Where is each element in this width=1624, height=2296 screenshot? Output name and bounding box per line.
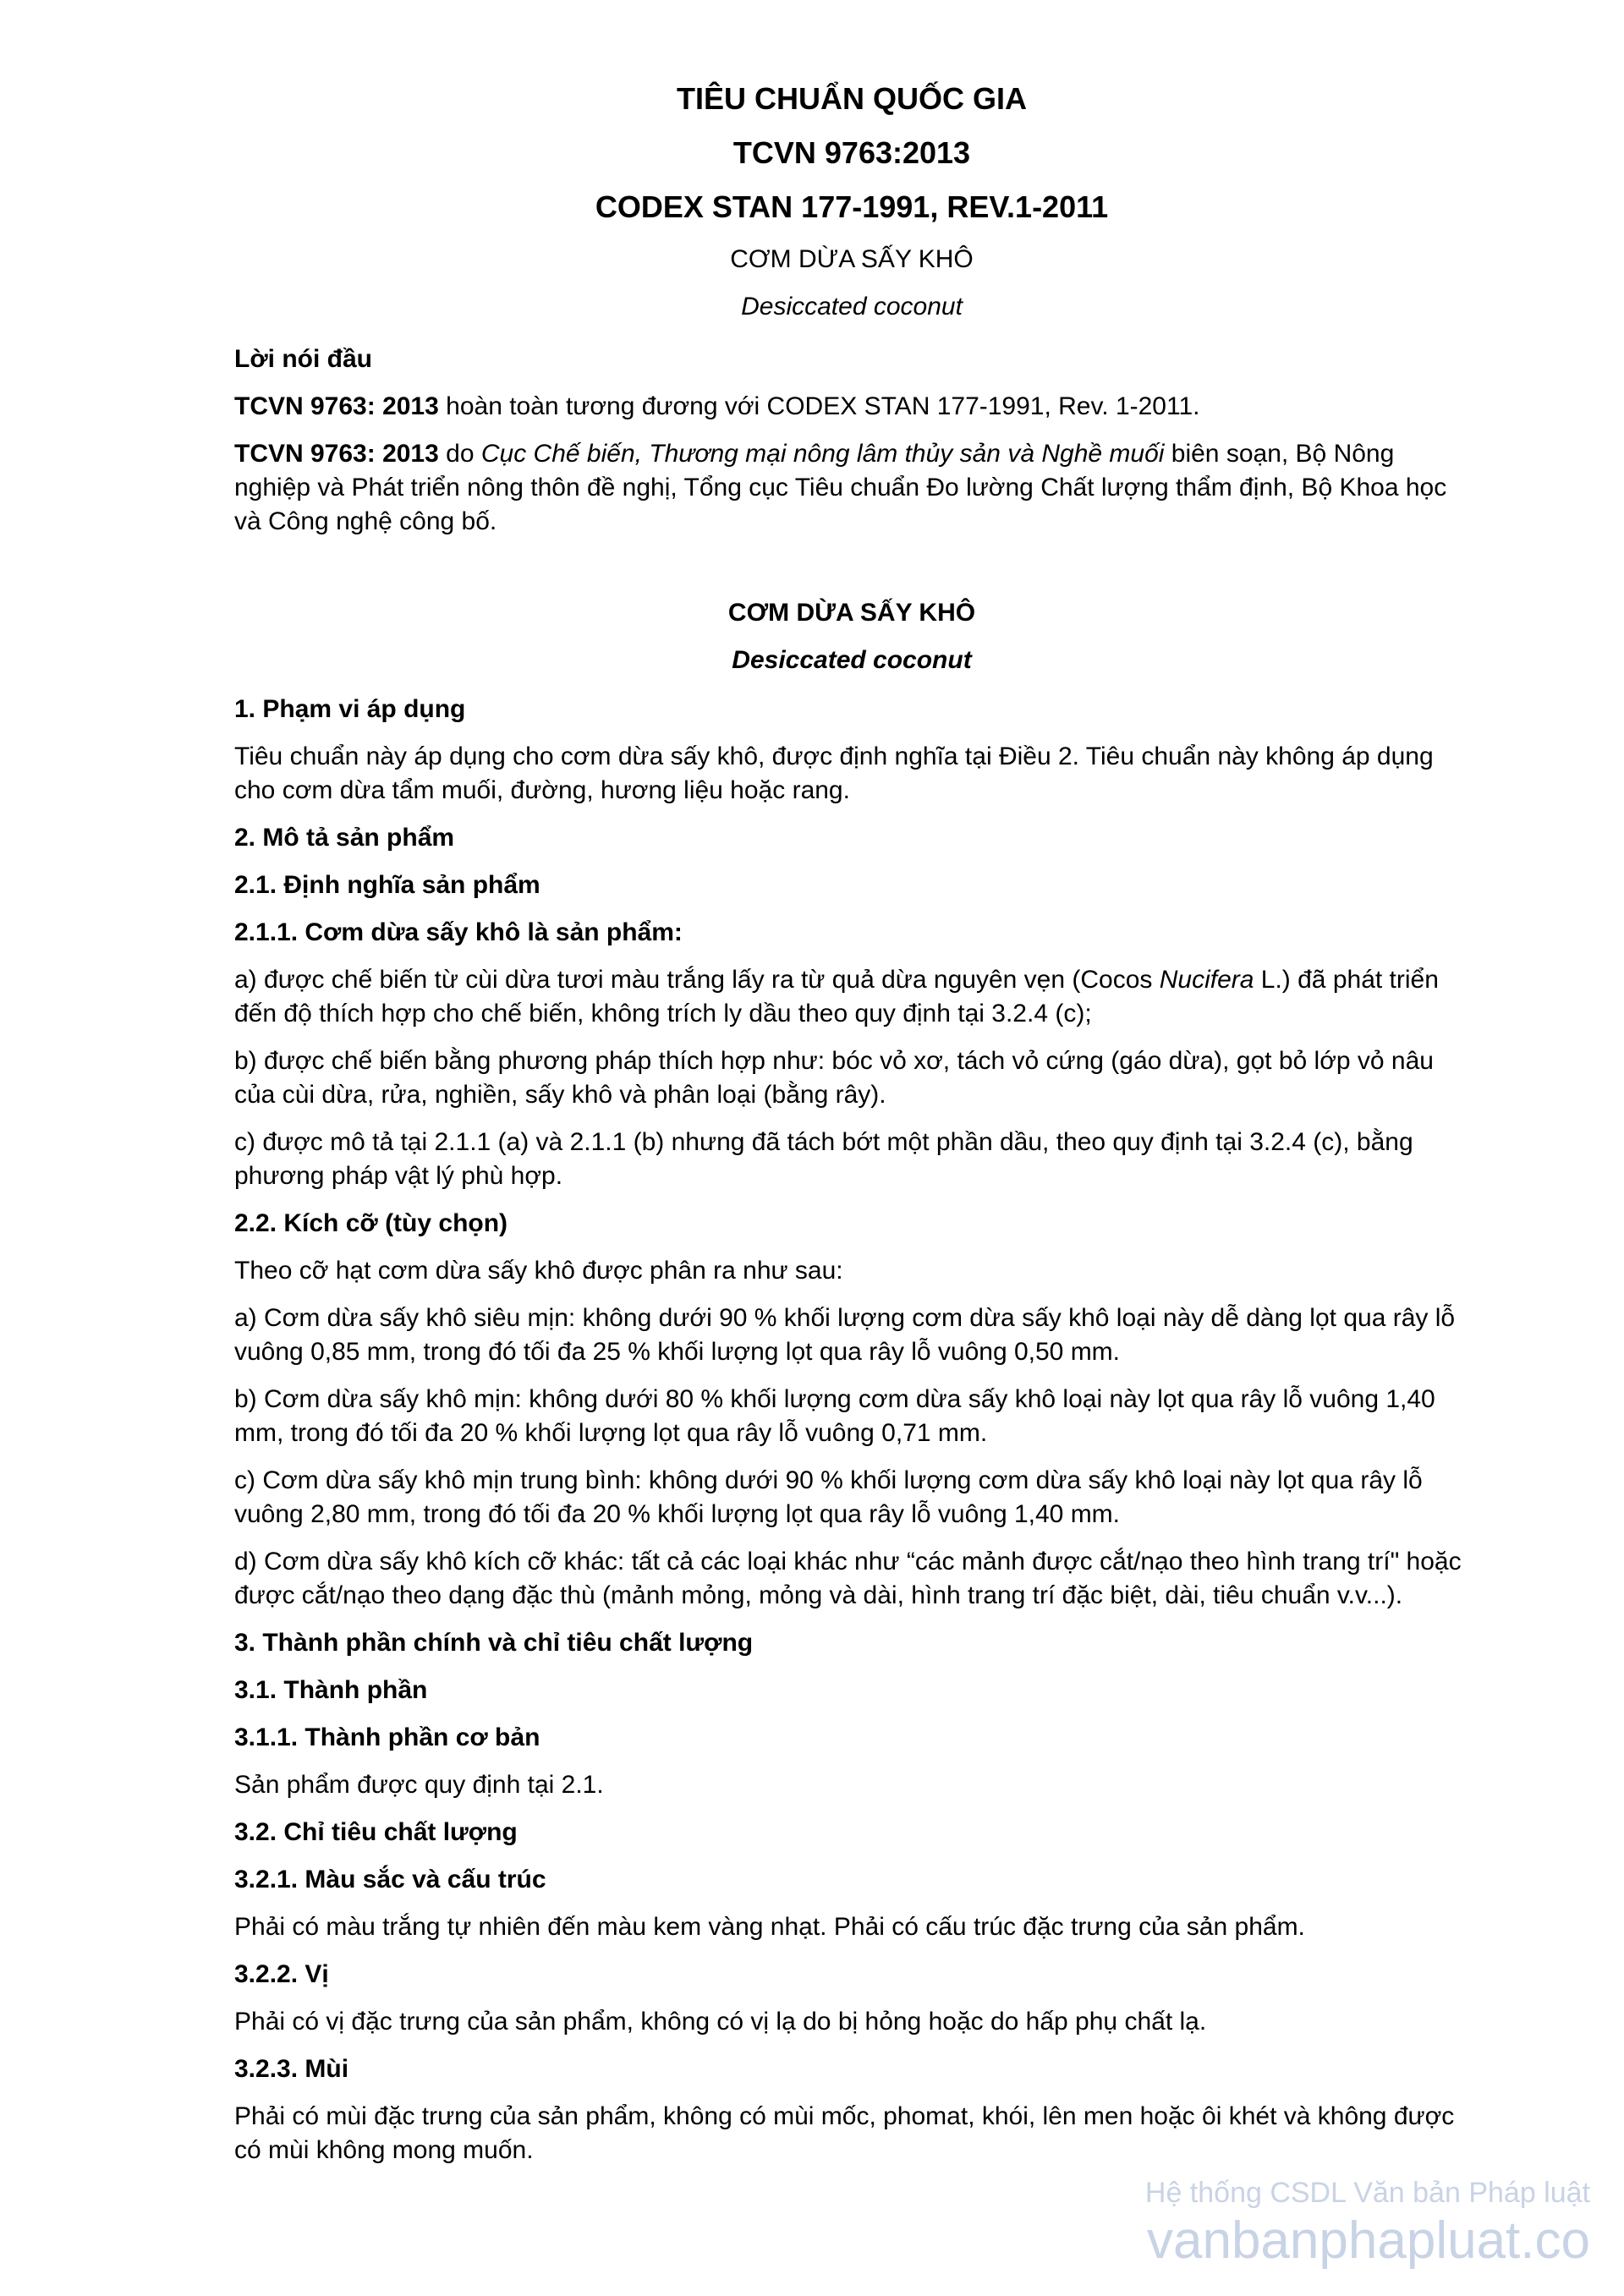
text-run: L.) đã phát triển đến độ thích hợp cho chế biến, không trích ly dầu theo quy định tại 3.2.4 (c); (234, 966, 1439, 1027)
paragraph-size-b: b) Cơm dừa sấy khô mịn: không dưới 80 % khối lượng cơm dừa sấy khô loại này lọt qua rây lỗ vuông 1,40 mm, trong đó tối đa 20 % khối lượng lọt qua rây lỗ vuông 0,71 mm. (234, 1385, 1435, 1447)
foreword-paragraph-2 (234, 437, 1469, 539)
heading-quality-criteria: 3.2. Chỉ tiêu chất lượng (234, 1818, 518, 1846)
foreword-heading: Lời nói đầu (234, 345, 372, 373)
standard-code: TCVN 9763: 2013 (234, 392, 439, 420)
foreword-text: do (438, 440, 481, 468)
document-title-vi: CƠM DỪA SẤY KHÔ (730, 245, 974, 273)
watermark-line-2: vanbanphapluat.co (1146, 2211, 1590, 2270)
standard-number-heading: TCVN 9763:2013 (732, 135, 971, 170)
heading-taste: 3.2.2. Vị (234, 1960, 329, 1988)
standard-type-heading: TIÊU CHUẨN QUỐC GIA (677, 81, 1027, 116)
heading-odor: 3.2.3. Mùi (234, 2055, 349, 2083)
compiling-agency: Cục Chế biến, Thương mại nông lâm thủy sản và Nghề muối (480, 440, 1165, 468)
foreword-text: biên soạn, Bộ Nông nghiệp và Phát triển nông thôn đề nghị, Tổng cục Tiêu chuẩn Đo lường Chất lượng thẩm định, Bộ Khoa học và Công nghệ công bố. (234, 440, 1447, 535)
paragraph-taste: Phải có vị đặc trưng của sản phẩm, không có vị lạ do bị hỏng hoặc do hấp phụ chất lạ. (234, 2008, 1207, 2036)
codex-reference-heading: CODEX STAN 177-1991, REV.1-2011 (595, 189, 1109, 224)
heading-product-definition: 2.1. Định nghĩa sản phẩm (234, 871, 540, 899)
paragraph-definition-c: c) được mô tả tại 2.1.1 (a) và 2.1.1 (b) nhưng đã tách bớt một phần dầu, theo quy định tại 3.2.4 (c), bằng phương pháp vật lý phù hợp. (234, 1128, 1413, 1190)
watermark (1145, 2174, 1590, 2271)
heading-composition: 3.1. Thành phần (234, 1676, 428, 1704)
heading-product-description: 2. Mô tả sản phẩm (234, 824, 455, 852)
paragraph-size-c: c) Cơm dừa sấy khô mịn trung bình: không dưới 90 % khối lượng cơm dừa sấy khô loại này lọt qua rây lỗ vuông 2,80 mm, trong đó tối đa 20 % khối lượng lọt qua rây lỗ vuông 1,40 mm. (234, 1466, 1423, 1528)
paragraph-size-intro: Theo cỡ hạt cơm dừa sấy khô được phân ra như sau: (234, 1257, 843, 1285)
foreword-paragraph-1 (234, 390, 1469, 424)
heading-definition-detail: 2.1.1. Cơm dừa sấy khô là sản phẩm: (234, 918, 683, 946)
foreword-text: hoàn toàn tương đương với CODEX STAN 177-1991, Rev. 1-2011. (438, 392, 1200, 420)
document-page (234, 80, 1469, 2181)
text-run: a) được chế biến từ cùi dừa tươi màu trắng lấy ra từ quả dừa nguyên vẹn (Cocos (234, 966, 1160, 994)
heading-color-texture: 3.2.1. Màu sắc và cấu trúc (234, 1866, 546, 1893)
paragraph-definition-b: b) được chế biến bằng phương pháp thích hợp như: bóc vỏ xơ, tách vỏ cứng (gáo dừa), gọt bỏ lớp vỏ nâu của cùi dừa, rửa, nghiền, sấy khô và phân loại (bằng rây). (234, 1047, 1434, 1109)
paragraph-color-texture: Phải có màu trắng tự nhiên đến màu kem vàng nhạt. Phải có cấu trúc đặc trưng của sản phẩm. (234, 1913, 1305, 1941)
heading-basic-composition: 3.1.1. Thành phần cơ bản (234, 1723, 540, 1751)
paragraph-scope: Tiêu chuẩn này áp dụng cho cơm dừa sấy khô, được định nghĩa tại Điều 2. Tiêu chuẩn này không áp dụng cho cơm dừa tẩm muối, đường, hương liệu hoặc rang. (234, 743, 1434, 804)
species-name: Nucifera (1159, 966, 1254, 994)
heading-scope: 1. Phạm vi áp dụng (234, 695, 466, 723)
spacer (234, 552, 1469, 596)
standard-code: TCVN 9763: 2013 (234, 440, 439, 468)
section-title-vi: CƠM DỪA SẤY KHÔ (727, 599, 976, 627)
heading-composition-quality: 3. Thành phần chính và chỉ tiêu chất lượng (234, 1629, 754, 1657)
document-title-en: Desiccated coconut (741, 293, 963, 321)
paragraph-odor: Phải có mùi đặc trưng của sản phẩm, không có mùi mốc, phomat, khói, lên men hoặc ôi khét và không được có mùi không mong muốn. (234, 2102, 1455, 2164)
paragraph-definition-a (234, 963, 1469, 1031)
paragraph-size-a: a) Cơm dừa sấy khô siêu mịn: không dưới 90 % khối lượng cơm dừa sấy khô loại này dễ dàng lọt qua rây lỗ vuông 0,85 mm, trong đó tối đa 25 % khối lượng lọt qua rây lỗ vuông 0,50 mm. (234, 1304, 1456, 1366)
section-title-en: Desiccated coconut (732, 646, 972, 674)
heading-size: 2.2. Kích cỡ (tùy chọn) (234, 1209, 508, 1237)
watermark-line-1: Hệ thống CSDL Văn bản Pháp luật (1144, 2177, 1590, 2209)
paragraph-size-d: d) Cơm dừa sấy khô kích cỡ khác: tất cả các loại khác như “các mảnh được cắt/nạo theo hình trang trí" hoặc được cắt/nạo theo dạng đặc thù (mảnh mỏng, mỏng và dài, hình trang trí đặc biệt, dài, tiêu chuẩn v.v...). (234, 1548, 1462, 1609)
paragraph-basic-composition: Sản phẩm được quy định tại 2.1. (234, 1771, 604, 1799)
